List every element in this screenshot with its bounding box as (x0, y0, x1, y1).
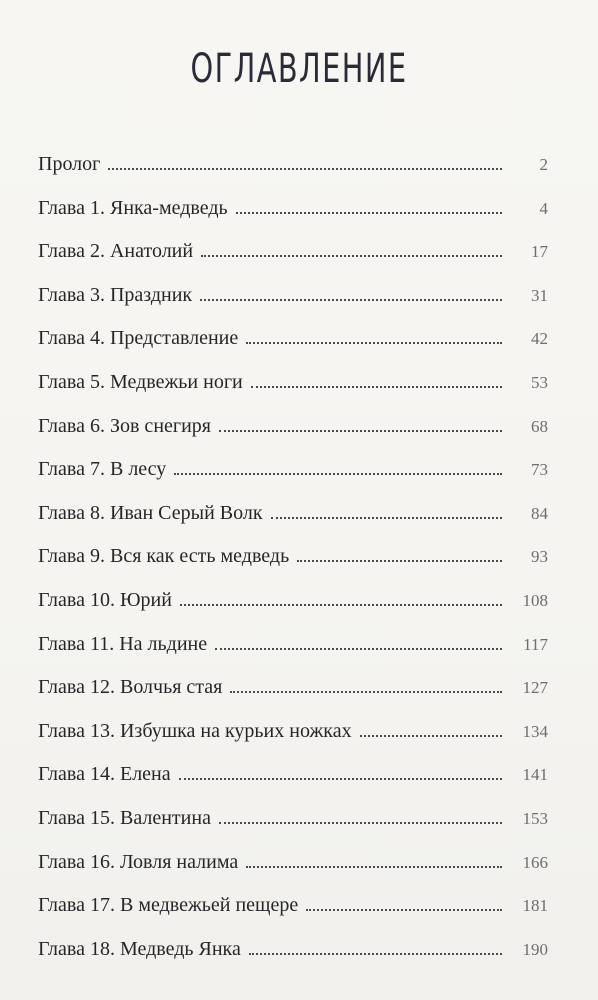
toc-entry-title: Глава 12. Волчья стая (38, 676, 223, 699)
dot-leader (200, 299, 502, 301)
dot-leader (108, 168, 502, 170)
dot-leader (297, 560, 502, 562)
dot-leader (174, 473, 502, 475)
dot-leader (219, 822, 502, 824)
dot-leader (230, 691, 502, 693)
toc-entry-title: Глава 7. В лесу (38, 458, 167, 481)
toc-entry-page-number: 68 (531, 416, 548, 436)
toc-entry-page-number: 93 (531, 547, 548, 567)
page-title: ОГЛАВЛЕНИЕ (190, 46, 408, 92)
toc-entry-title: Глава 11. На льдине (38, 632, 208, 655)
toc-entry-page-number: 141 (522, 765, 548, 785)
toc-entry (38, 143, 548, 187)
toc-entry-title: Глава 4. Представление (38, 327, 239, 350)
toc-entry-page-number: 4 (539, 198, 548, 218)
toc-entry-title: Глава 17. В медвежьей пещере (38, 894, 299, 917)
dot-leader (249, 953, 502, 955)
toc-entry-title: Глава 10. Юрий (38, 588, 172, 611)
toc-entry-page-number: 73 (531, 460, 548, 480)
toc-entry (38, 187, 548, 231)
toc-entry-page-number: 53 (531, 372, 548, 392)
dot-leader (201, 255, 502, 257)
dot-leader (246, 866, 502, 868)
toc-entry-title: Глава 9. Вся как есть медведь (38, 545, 290, 568)
toc-entry (38, 797, 548, 841)
toc-entry (38, 361, 548, 405)
toc-entry (38, 710, 548, 754)
toc-entry-page-number: 31 (531, 285, 548, 305)
dot-leader (271, 517, 502, 519)
dot-leader (179, 778, 502, 780)
toc-entry (38, 884, 548, 928)
toc-entry-title: Глава 2. Анатолий (38, 240, 194, 263)
toc-entry (38, 753, 548, 797)
toc-entry-title: Глава 3. Праздник (38, 283, 193, 306)
toc-entry (38, 666, 548, 710)
toc-entry (38, 623, 548, 667)
toc-entry-title: Глава 15. Валентина (38, 806, 211, 829)
toc-entry-title: Глава 6. Зов снегиря (38, 414, 211, 437)
toc-entry (38, 841, 548, 885)
dot-leader (215, 648, 502, 650)
toc-entry (38, 535, 548, 579)
toc-entry-page-number: 2 (539, 155, 548, 174)
toc-entry (38, 230, 548, 274)
toc-entry-title: Глава 5. Медвежьи ноги (38, 370, 243, 393)
dot-leader (219, 430, 502, 432)
dot-leader (246, 342, 502, 344)
toc-entry-page-number: 84 (531, 503, 548, 523)
toc-entry-page-number: 127 (522, 678, 548, 698)
toc-entry-page-number: 134 (522, 721, 548, 741)
table-of-contents (38, 143, 548, 971)
dot-leader (360, 735, 502, 737)
toc-entry-title: Глава 14. Елена (38, 763, 171, 786)
toc-entry (38, 405, 548, 449)
toc-entry (38, 928, 548, 972)
toc-entry-title: Глава 8. Иван Серый Волк (38, 501, 263, 524)
toc-entry-page-number: 17 (531, 242, 548, 262)
toc-entry-page-number: 117 (523, 634, 548, 654)
toc-entry (38, 274, 548, 318)
toc-entry-title: Глава 1. Янка-медведь (38, 196, 228, 219)
toc-entry-title: Пролог (38, 153, 101, 175)
toc-entry-page-number: 181 (522, 896, 548, 916)
toc-entry-title: Глава 13. Избушка на курьих ножках (38, 719, 352, 742)
toc-entry (38, 317, 548, 361)
toc-entry-page-number: 153 (522, 808, 548, 828)
toc-entry-page-number: 166 (522, 852, 548, 872)
dot-leader (180, 604, 502, 606)
toc-entry-title: Глава 16. Ловля налима (38, 850, 239, 873)
dot-leader (306, 909, 502, 911)
toc-entry-page-number: 42 (531, 329, 548, 349)
toc-entry-title: Глава 18. Медведь Янка (38, 937, 241, 960)
toc-entry (38, 579, 548, 623)
toc-entry (38, 448, 548, 492)
toc-entry (38, 492, 548, 536)
toc-entry-page-number: 190 (522, 939, 548, 959)
toc-entry-page-number: 108 (522, 590, 548, 610)
dot-leader (251, 386, 502, 388)
dot-leader (236, 212, 502, 214)
